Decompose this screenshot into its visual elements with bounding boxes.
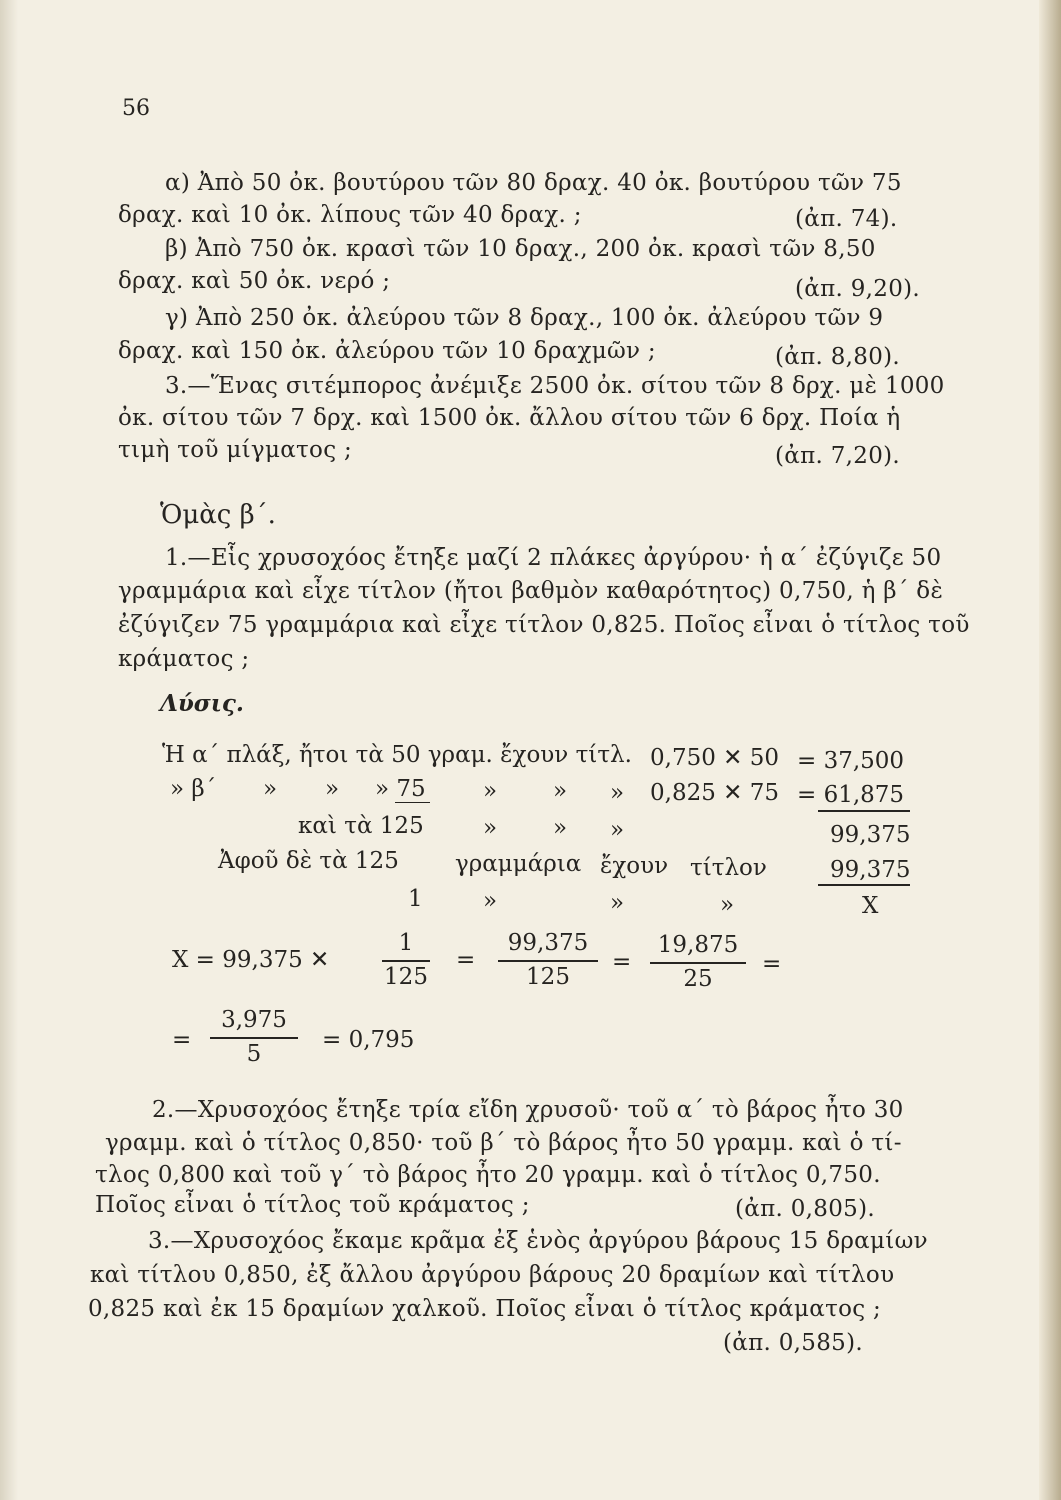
solution-row2-e: » (553, 778, 568, 804)
solution-row2-c: » (325, 776, 340, 802)
solution-row3-text: καὶ τὰ 125 (298, 813, 424, 839)
solution-row2-n: » 75 (375, 776, 426, 802)
problem1-line4: κράματος ; (118, 646, 250, 672)
exercise-3-line2: ὀκ. σίτου τῶν 7 δρχ. καὶ 1500 ὀκ. ἄλλου σίτου τῶν 6 δρχ. Ποία ἡ (118, 405, 901, 431)
frac3-denominator: 25 (683, 966, 713, 992)
exercise-a-answer: (ἀπ. 74). (795, 206, 898, 232)
solution-row5-x: X (862, 893, 879, 919)
solution-row1-calc: 0,750 ✕ 50 (650, 745, 780, 771)
solution-row3-result: 99,375 (830, 822, 911, 848)
frac3-bar (650, 962, 746, 964)
exercise-b-line1: β) Ἀπὸ 750 ὀκ. κρασὶ τῶν 10 δραχ., 200 ὀκ. κρασὶ τῶν 8,50 (165, 236, 876, 262)
problem2-line1: 2.—Χρυσοχόος ἔτηξε τρία εἴδη χρυσοῦ· τοῦ α΄ τὸ βάρος ἦτο 30 (152, 1097, 904, 1123)
exercise-3-answer: (ἀπ. 7,20). (775, 443, 901, 469)
solution-row2-f: » (610, 780, 625, 806)
exercise-c-line1: γ) Ἀπὸ 250 ὀκ. ἀλεύρου τῶν 8 δραχ., 100 ὀκ. ἀλεύρου τῶν 9 (165, 305, 884, 331)
frac2-denominator: 125 (526, 964, 570, 990)
group-b-title: Ὁμὰς β΄. (160, 500, 276, 530)
frac1-denominator: 125 (384, 964, 428, 990)
solution-row3-e: » (553, 815, 568, 841)
frac2-bar (498, 960, 598, 962)
equals-1: = (456, 947, 476, 973)
frac3-numerator: 19,875 (657, 932, 739, 958)
frac1-bar (382, 960, 430, 962)
problem2-line2: γραμμ. καὶ ὁ τίτλος 0,850· τοῦ β΄ τὸ βάρος ἦτο 50 γραμμ. καὶ ὁ τί- (105, 1130, 902, 1156)
page-number: 56 (122, 96, 150, 121)
solution-row4-text: Ἀφοῦ δὲ τὰ 125 (218, 848, 399, 874)
solution-row4-result: 99,375 (830, 857, 911, 883)
equation-lhs: X = 99,375 ✕ (172, 947, 330, 973)
problem1-line3: ἐζύγιζεν 75 γραμμάρια καὶ εἶχε τίτλον 0,825. Ποῖος εἶναι ὁ τίτλος τοῦ (118, 612, 970, 638)
problem3-answer: (ἀπ. 0,585). (723, 1330, 863, 1356)
solution-row3-d: » (483, 815, 498, 841)
problem3-line3: 0,825 καὶ ἐκ 15 δραμίων χαλκοῦ. Ποῖος εἶναι ὁ τίτλος κράματος ; (88, 1296, 882, 1322)
solution-row1-result: = 37,500 (797, 748, 905, 774)
solution-row2-calc: 0,825 ✕ 75 (650, 780, 780, 806)
equals-2: = (612, 949, 632, 975)
solution-row4-c: ἔχουν (600, 853, 669, 879)
frac4-numerator: 3,975 (221, 1007, 287, 1033)
exercise-3-line3: τιμὴ τοῦ μίγματος ; (118, 437, 353, 463)
problem1-line1: 1.—Εἷς χρυσοχόος ἔτηξε μαζί 2 πλάκες ἀργύρου· ἡ α΄ ἐζύγιζε 50 (165, 545, 942, 571)
sum-line (818, 810, 910, 812)
solution-row5-f: » (720, 892, 735, 918)
problem1-line2: γραμμάρια καὶ εἶχε τίτλον (ἤτοι βαθμὸν καθαρότητος) 0,750, ἡ β΄ δὲ (118, 578, 944, 604)
frac4-bar (210, 1037, 298, 1039)
solution-row4-d: τίτλον (690, 855, 767, 881)
solution-row1-text: Ἡ α΄ πλάξ, ἤτοι τὰ 50 γραμ. ἔχουν τίτλ. (162, 742, 632, 768)
page-edge-left (0, 0, 18, 1500)
exercise-a-line2: δραχ. καὶ 10 ὀκ. λίπους τῶν 40 δραχ. ; (118, 202, 582, 228)
underline-75 (395, 802, 430, 803)
problem3-line1: 3.—Χρυσοχόος ἔκαμε κρᾶμα ἐξ ἑνὸς ἀργύρου βάρους 15 δραμίων (148, 1228, 928, 1254)
equals-lead: = (172, 1027, 192, 1053)
ratio-line (818, 884, 910, 886)
frac4-denominator: 5 (246, 1041, 262, 1067)
solution-row2-d: » (483, 778, 498, 804)
solution-row5-one: 1 (408, 886, 423, 912)
solution-label: Λύσις. (160, 690, 244, 717)
exercise-3-line1: 3.—Ἕνας σιτέμπορος ἀνέμιξε 2500 ὀκ. σίτου τῶν 8 δρχ. μὲ 1000 (165, 373, 945, 399)
solution-row5-e: » (610, 890, 625, 916)
frac1-numerator: 1 (398, 930, 414, 956)
solution-row3-f: » (610, 817, 625, 843)
solution-row4-b: γραμμάρια (455, 851, 582, 877)
exercise-a-line1: α) Ἀπὸ 50 ὀκ. βουτύρου τῶν 80 δραχ. 40 ὀκ. βουτύρου τῶν 75 (165, 170, 902, 196)
problem2-line3: τλος 0,800 καὶ τοῦ γ΄ τὸ βάρος ἦτο 20 γραμμ. καὶ ὁ τίτλος 0,750. (95, 1162, 881, 1188)
exercise-c-line2: δραχ. καὶ 150 ὀκ. ἀλεύρου τῶν 10 δραχμῶν ; (118, 338, 656, 364)
solution-row5-d: » (483, 888, 498, 914)
exercise-b-line2: δραχ. καὶ 50 ὀκ. νερό ; (118, 268, 391, 294)
solution-row2-a: » β΄ (170, 776, 217, 802)
problem2-answer: (ἀπ. 0,805). (735, 1196, 875, 1222)
frac2-numerator: 99,375 (507, 930, 589, 956)
exercise-c-answer: (ἀπ. 8,80). (775, 344, 901, 370)
page-edge-right (1039, 0, 1061, 1500)
equals-3: = (762, 951, 782, 977)
solution-row2-result: = 61,875 (797, 782, 905, 808)
problem3-line2: καὶ τίτλου 0,850, ἐξ ἄλλου ἀργύρου βάρους 20 δραμίων καὶ τίτλου (90, 1262, 895, 1288)
exercise-b-answer: (ἀπ. 9,20). (795, 276, 921, 302)
solution-row2-b: » (263, 776, 278, 802)
final-result: = 0,795 (322, 1027, 415, 1053)
problem2-line4: Ποῖος εἶναι ὁ τίτλος τοῦ κράματος ; (95, 1192, 530, 1218)
